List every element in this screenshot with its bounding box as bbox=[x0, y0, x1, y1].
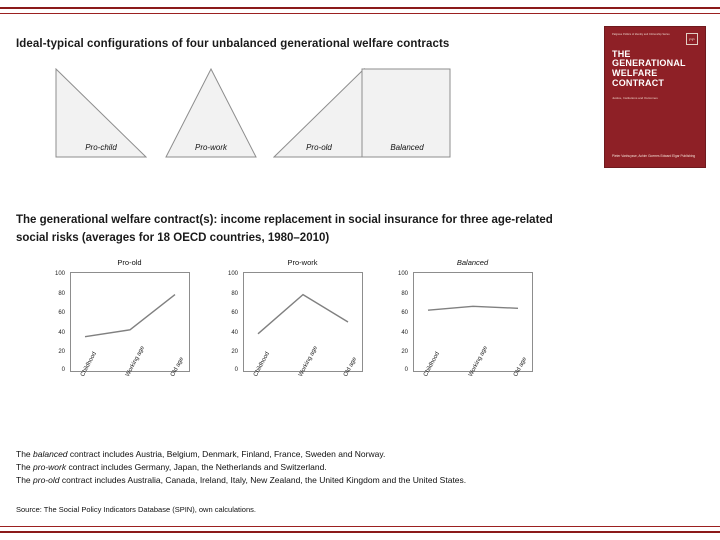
x-tick-label: Working age bbox=[125, 345, 147, 378]
x-tick-label: Childhood bbox=[80, 351, 98, 378]
footnote-pro-work bbox=[16, 461, 616, 474]
chart-pro-work bbox=[215, 258, 390, 418]
y-tick-label: 60 bbox=[58, 310, 65, 317]
x-axis-labels bbox=[243, 345, 363, 419]
x-axis-labels bbox=[70, 345, 190, 419]
y-tick-label: 0 bbox=[234, 367, 238, 373]
footnote-balanced bbox=[16, 448, 616, 461]
footnote-emphasis: balanced bbox=[33, 449, 68, 459]
shape-label: Pro-work bbox=[194, 143, 227, 152]
x-axis-labels bbox=[413, 345, 533, 419]
shape-diagram-row bbox=[55, 68, 575, 163]
y-tick-label: 20 bbox=[58, 349, 65, 356]
shape-balanced bbox=[361, 68, 453, 158]
y-axis-labels bbox=[215, 272, 241, 372]
y-tick-label: 80 bbox=[401, 290, 408, 297]
y-tick-label: 60 bbox=[401, 310, 408, 317]
x-tick-label: Old age bbox=[170, 356, 186, 378]
y-tick-label: 80 bbox=[58, 290, 65, 297]
shape-pro-work bbox=[165, 68, 257, 158]
top-divider-thick bbox=[0, 7, 720, 9]
footnote-text: contract includes Australia, Canada, Ireland, Italy, New Zealand, the United Kingdom and the United States. bbox=[59, 475, 467, 486]
x-tick-label: Working age bbox=[468, 345, 490, 378]
bottom-divider-thick bbox=[0, 531, 720, 533]
y-tick-label: 80 bbox=[231, 290, 238, 297]
shape-pro-child bbox=[55, 68, 147, 158]
shape-label: Pro-child bbox=[85, 143, 117, 152]
book-subtitle: Justice, Institutions and Outcomes bbox=[612, 96, 658, 101]
shape-pro-old bbox=[273, 68, 365, 158]
y-tick-label: 100 bbox=[397, 271, 408, 277]
bottom-divider-thin bbox=[0, 526, 720, 527]
shape-label: Balanced bbox=[390, 143, 424, 152]
footnote-emphasis: pro-old bbox=[33, 475, 60, 486]
y-tick-label: 40 bbox=[58, 329, 65, 336]
x-tick-label: Old age bbox=[343, 356, 359, 378]
book-series-text: Palgrave Politics of Identity and Citizenship Series bbox=[612, 33, 670, 36]
y-tick-label: 0 bbox=[61, 367, 65, 373]
chart-row bbox=[30, 258, 590, 418]
y-axis-labels bbox=[385, 272, 411, 372]
chart-title: Pro-work bbox=[287, 258, 318, 267]
footnote-pro-old bbox=[16, 474, 616, 487]
shape-label: Pro-old bbox=[306, 143, 332, 152]
book-title: THE GENERATIONAL WELFARE CONTRACT bbox=[612, 48, 686, 88]
y-tick-label: 60 bbox=[231, 310, 238, 317]
footnote-text: The bbox=[16, 462, 34, 473]
publisher-badge-icon: PP bbox=[686, 33, 698, 45]
book-authors: Pieter Vanhuysse, Achim Goerres Edward Elgar Publishing bbox=[612, 154, 696, 159]
plot-area bbox=[243, 272, 363, 372]
plot-area bbox=[413, 272, 533, 372]
x-tick-label: Old age bbox=[513, 356, 529, 378]
chart-title: Balanced bbox=[456, 258, 489, 267]
y-tick-label: 40 bbox=[231, 329, 238, 336]
y-tick-label: 100 bbox=[227, 271, 238, 277]
footnote-emphasis: pro-work bbox=[33, 462, 67, 473]
y-tick-label: 0 bbox=[404, 367, 408, 373]
footnote-text: The bbox=[16, 449, 34, 459]
section-title: The generational welfare contract(s): income replacement in social insurance for three age-related social risks (averages for 18 OECD countries, 1980–2010) bbox=[16, 214, 553, 244]
book-cover-image bbox=[604, 26, 706, 168]
y-tick-label: 40 bbox=[401, 329, 408, 336]
footnote-text: contract includes Germany, Japan, the Netherlands and Switzerland. bbox=[66, 462, 327, 473]
y-tick-label: 20 bbox=[231, 349, 238, 356]
y-axis-labels bbox=[42, 272, 68, 372]
x-tick-label: Childhood bbox=[253, 351, 271, 378]
chart-title: Pro-old bbox=[117, 258, 142, 267]
footnotes bbox=[16, 448, 616, 488]
y-tick-label: 100 bbox=[54, 271, 65, 277]
chart-pro-old bbox=[42, 258, 217, 418]
footnote-text: contract includes Austria, Belgium, Denmark, Finland, France, Sweden and Norway. bbox=[67, 449, 386, 459]
x-tick-label: Childhood bbox=[423, 351, 441, 378]
source-note: Source: The Social Policy Indicators Database (SPIN), own calculations. bbox=[16, 505, 256, 514]
x-tick-label: Working age bbox=[298, 345, 320, 378]
y-tick-label: 20 bbox=[401, 349, 408, 356]
footnote-text: The bbox=[16, 475, 34, 486]
top-divider-thin bbox=[0, 13, 720, 14]
chart-balanced bbox=[385, 258, 560, 418]
plot-area bbox=[70, 272, 190, 372]
page-title: Ideal-typical configurations of four unbalanced generational welfare contracts bbox=[16, 38, 450, 50]
